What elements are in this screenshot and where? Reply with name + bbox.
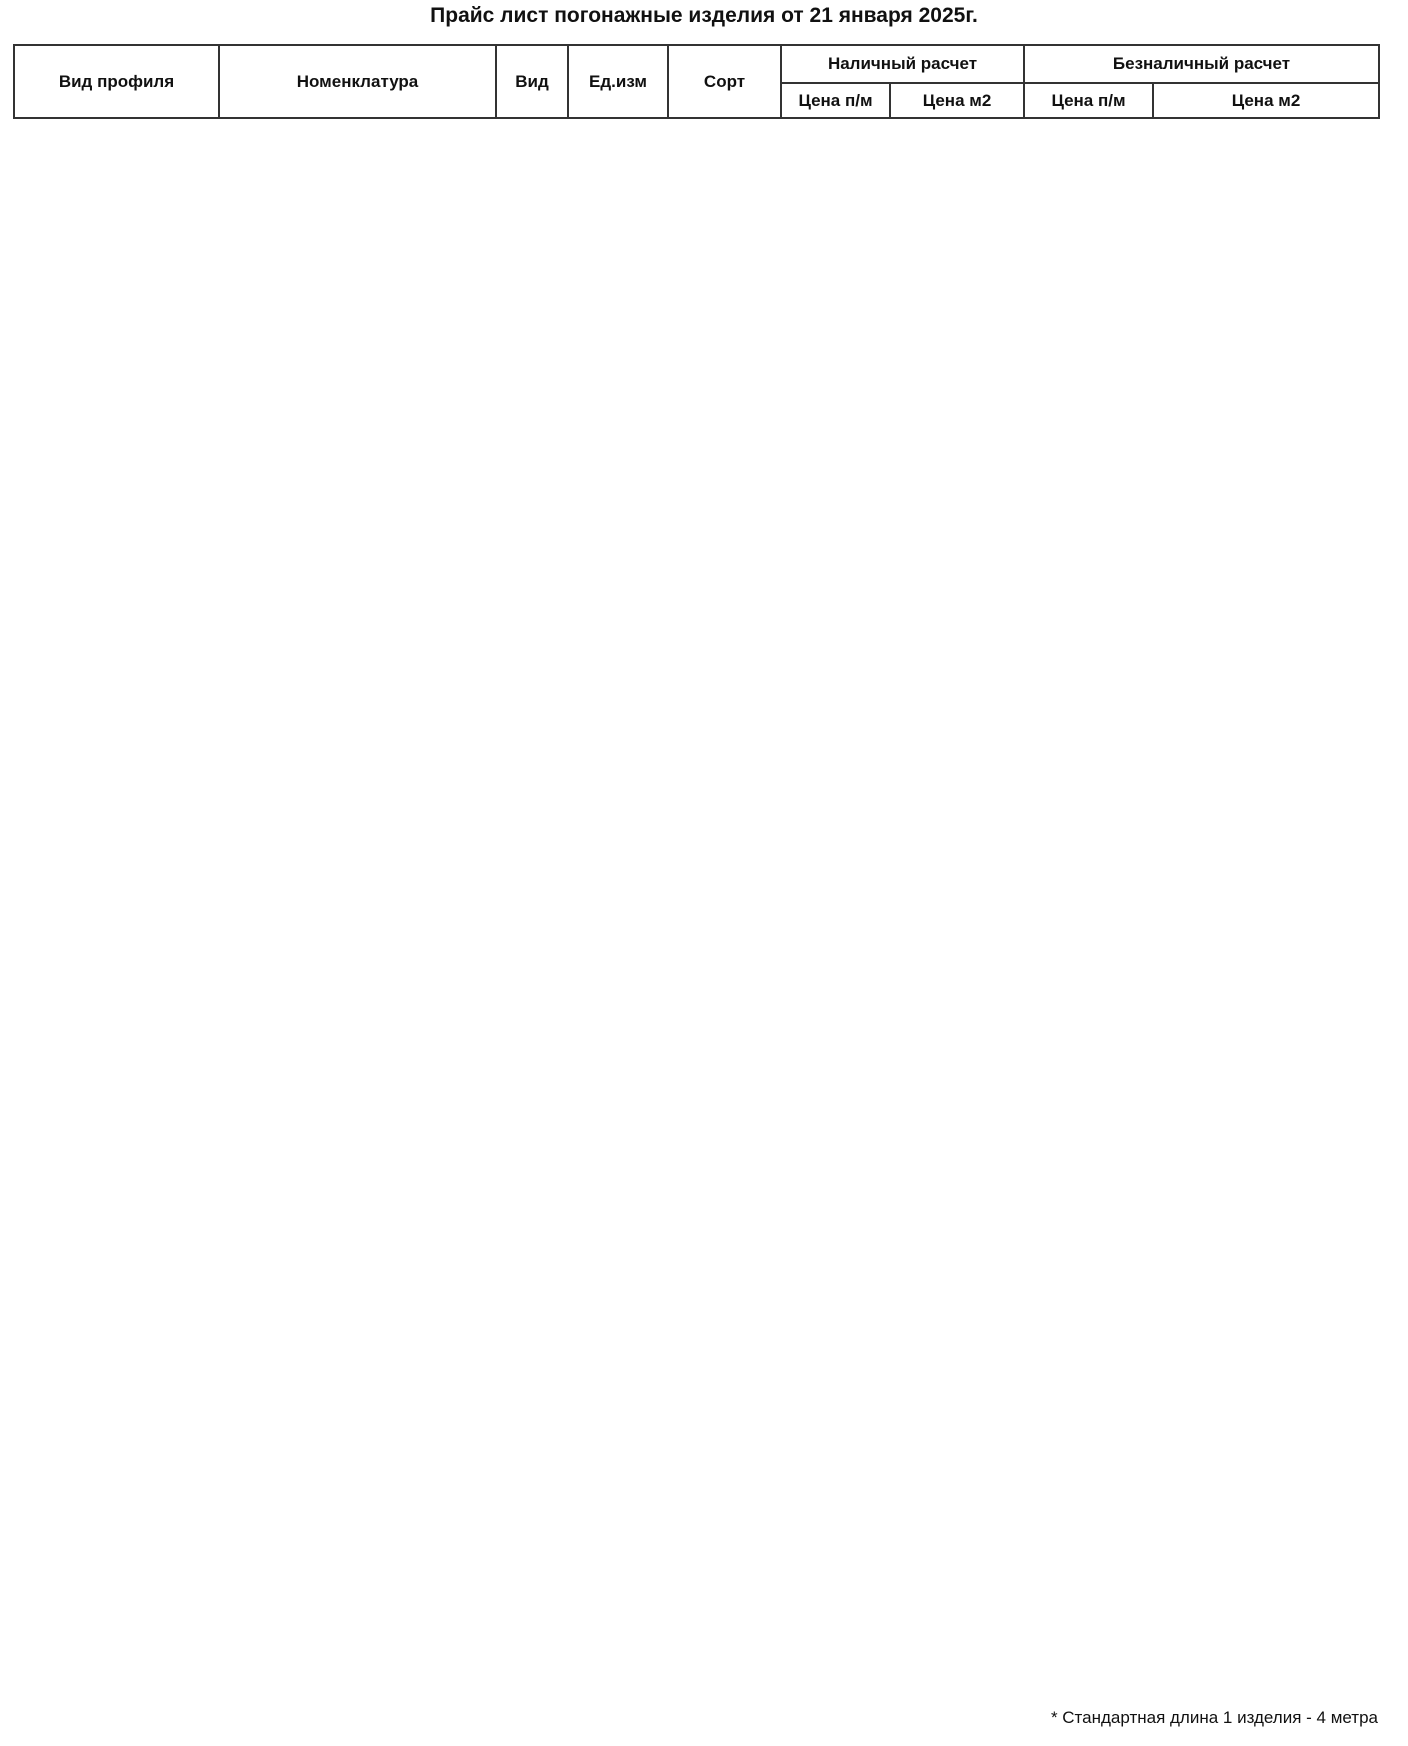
header-cash-price-m: Цена п/м (781, 83, 890, 118)
header-noncash-price-m2: Цена м2 (1153, 83, 1379, 118)
header-wood: Вид (496, 45, 568, 118)
header-cash-price-m2: Цена м2 (890, 83, 1024, 118)
footnote: * Стандартная длина 1 изделия - 4 метра (1050, 1708, 1378, 1727)
page-title: Прайс лист погонажные изделия от 21 января 2025г. (430, 4, 978, 27)
price-table (13, 44, 1378, 1694)
header-unit: Ед.изм (568, 45, 668, 118)
header-noncash: Безналичный расчет (1024, 45, 1379, 83)
header-noncash-price-m: Цена п/м (1024, 83, 1153, 118)
header-name: Номенклатура (219, 45, 496, 118)
header-profile: Вид профиля (14, 45, 219, 118)
header-cash: Наличный расчет (781, 45, 1024, 83)
header-grade: Сорт (668, 45, 781, 118)
